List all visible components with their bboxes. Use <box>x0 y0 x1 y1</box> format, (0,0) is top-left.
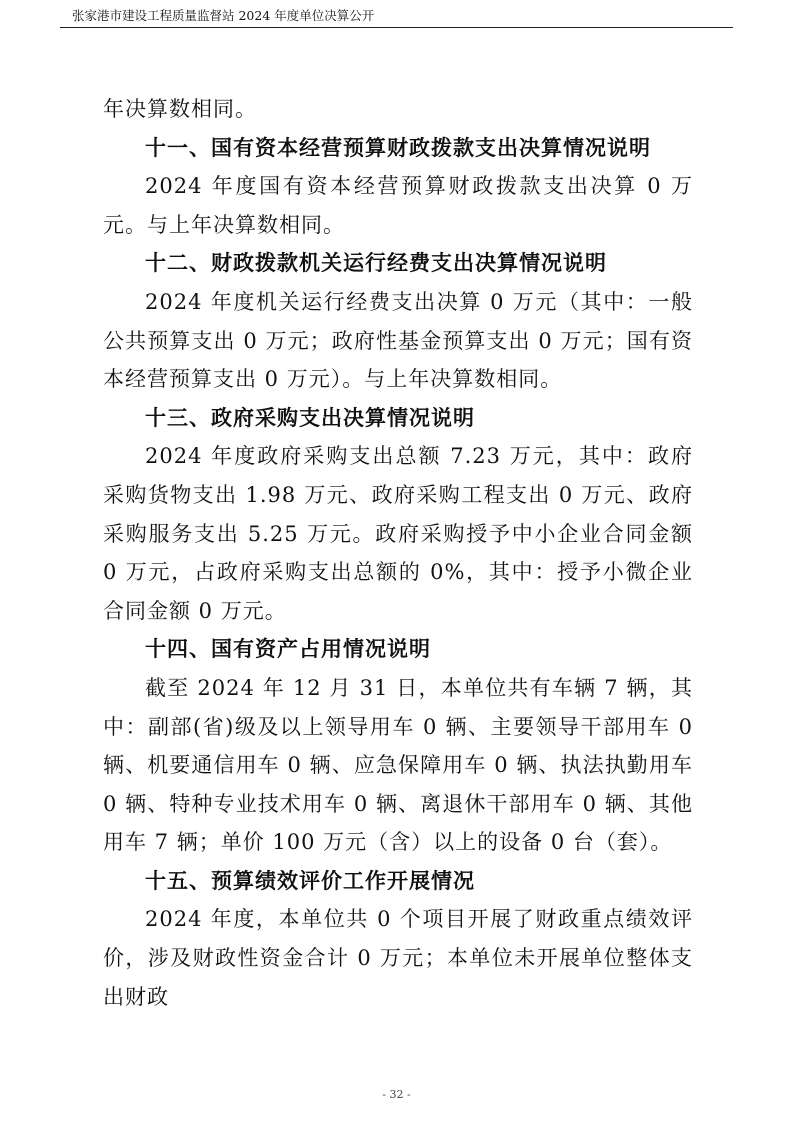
paragraph-state-assets: 截至 2024 年 12 月 31 日，本单位共有车辆 7 辆，其中：副部(省)级及以上领导用车 0 辆、主要领导干部用车 0 辆、机要通信用车 0 辆、应急保障用车 0 辆、执法执勤用车 0 辆、特种专业技术用车 0 辆、离退休干部用车 0 辆、其他用车 7 辆；单价 100 万元（含）以上的设备 0 台（套）。 <box>103 675 693 855</box>
paragraph-state-capital-spending: 2024 年度国有资本经营预算财政拨款支出决算 0 万元。与上年决算数相同。 <box>103 174 693 237</box>
running-header: 张家港市建设工程质量监督站 2024 年度单位决算公开 <box>72 8 375 23</box>
section-heading-12: 十二、财政拨款机关运行经费支出决算情况说明 <box>145 251 607 276</box>
section-heading-11: 十一、国有资本经营预算财政拨款支出决算情况说明 <box>145 135 651 160</box>
section-heading-13: 十三、政府采购支出决算情况说明 <box>145 405 475 430</box>
document-body <box>103 90 693 1016</box>
page-number: - 32 - <box>382 1088 411 1101</box>
paragraph-continuation: 年决算数相同。 <box>103 97 257 121</box>
paragraph-operating-expenses: 2024 年度机关运行经费支出决算 0 万元（其中：一般公共预算支出 0 万元；政府性基金预算支出 0 万元；国有资本经营预算支出 0 万元）。与上年决算数相同。 <box>103 289 693 392</box>
section-heading-15: 十五、预算绩效评价工作开展情况 <box>145 868 475 893</box>
header-rule <box>60 27 733 28</box>
section-heading-14: 十四、国有资产占用情况说明 <box>145 637 431 662</box>
paragraph-procurement: 2024 年度政府采购支出总额 7.23 万元，其中：政府采购货物支出 1.98 万元、政府采购工程支出 0 万元、政府采购服务支出 5.25 万元。政府采购授予中小企业合同金额 0 万元，占政府采购支出总额的 0%，其中：授予小微企业合同金额 0 万元。 <box>103 444 693 623</box>
paragraph-performance-evaluation: 2024 年度，本单位共 0 个项目开展了财政重点绩效评价，涉及财政性资金合计 0 万元；本单位未开展单位整体支出财政 <box>103 907 693 1009</box>
